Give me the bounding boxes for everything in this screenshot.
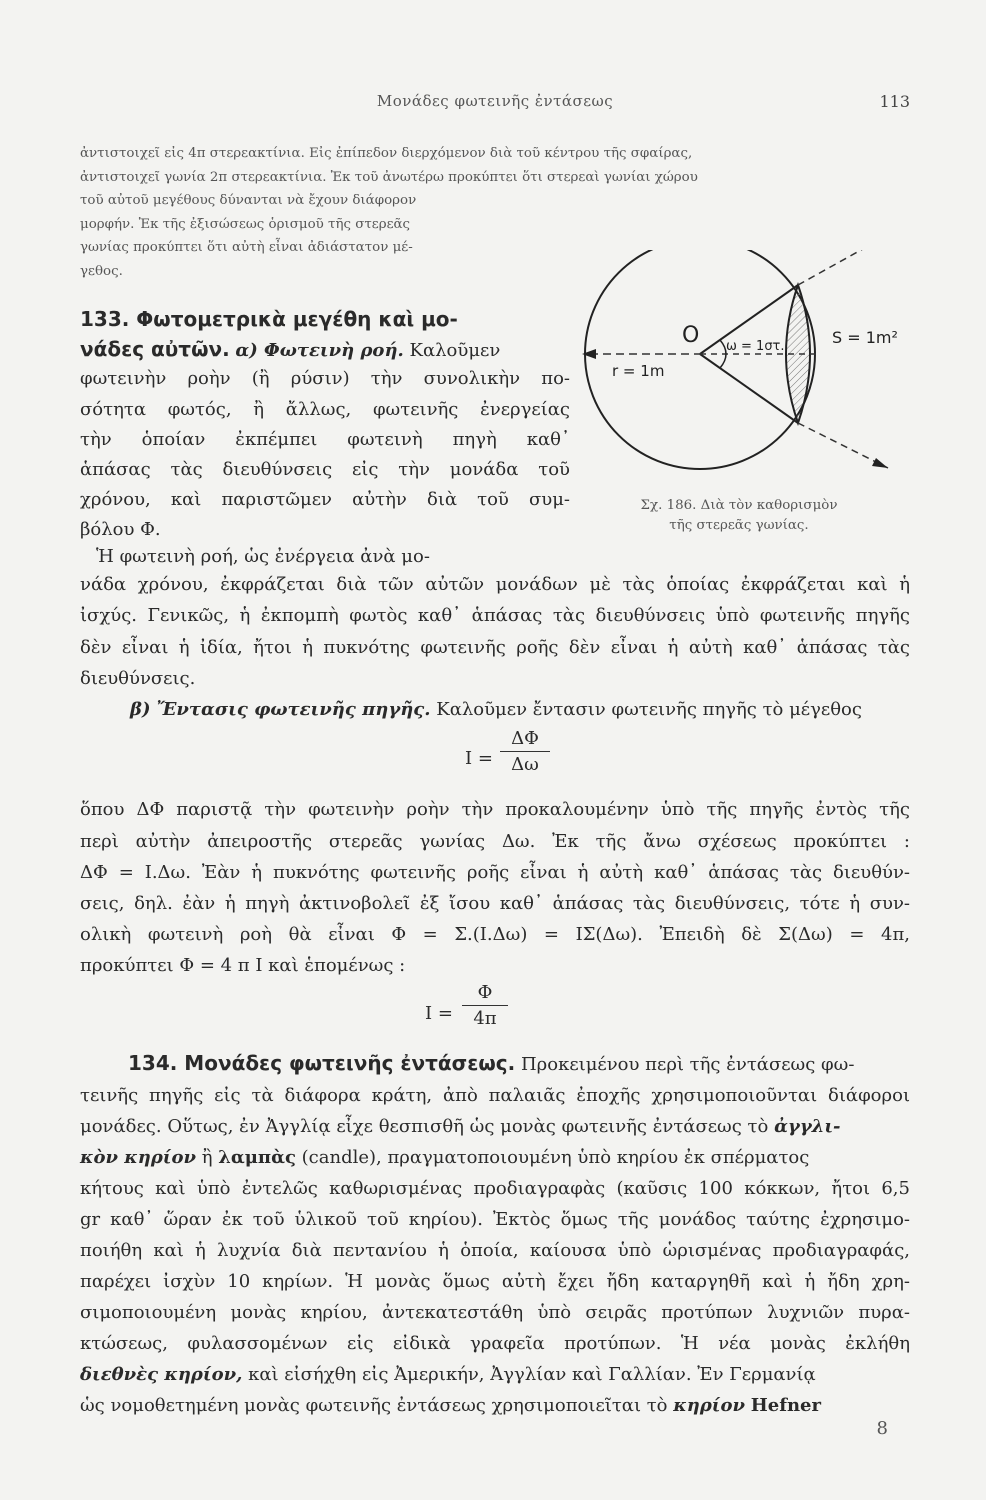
text-fragment: καὶ εἰσήχθη εἰς Ἀμερικήν, Ἀγγλίαν καὶ Γαλλίαν. Ἐν Γερμανίᾳ: [248, 1364, 816, 1385]
area-label: S = 1m²: [832, 328, 898, 347]
sphere-circle: [585, 250, 815, 469]
running-title: Μονάδες φωτεινῆς ἐντάσεως: [376, 92, 614, 110]
arrow-head-icon: [872, 458, 888, 468]
text-fragment: μονάδες. Οὕτως, ἐν Ἀγγλίᾳ εἶχε θεσπισθῆ ὡς μονὰς φωτεινῆς ἐντάσεως τὸ: [80, 1116, 769, 1137]
subsection-a-lead: Καλοῦμεν: [409, 340, 501, 361]
section-133-heading-line2: [80, 336, 500, 364]
text-line: χρόνου, καὶ παριστῶμεν αὐτὴν διὰ τοῦ συμ-: [80, 489, 570, 510]
formula-2-fraction: [462, 982, 508, 1029]
text-line: gr καθ᾿ ὥραν ἐκ τοῦ ὑλικοῦ τοῦ κηρίου). Ἐκτὸς ὅμως τῆς μονάδος ταύτης ἐχρησιμο-: [80, 1209, 910, 1230]
running-header: [80, 92, 910, 116]
text-line: [80, 1362, 910, 1388]
text-line: σεις, δηλ. ἐὰν ἡ πηγὴ ἀκτινοβολεῖ ἐξ ἴσου καθ᾿ ἁπάσας τὰς διευθύνσεις, τότε ἡ συν-: [80, 893, 910, 914]
center-label: O: [682, 323, 700, 348]
text-line: Ἡ φωτεινὴ ροή, ὡς ἐνέργεια ἀνὰ μο-: [96, 546, 430, 567]
figure-caption-2: τῆς στερεᾶς γωνίας.: [669, 518, 809, 533]
intro-line-4: μορφήν. Ἐκ τῆς ἐξισώσεως ὁρισμοῦ τῆς στερεᾶς: [80, 217, 411, 232]
cone-extension-upper: [798, 250, 888, 285]
formula-1-denominator: Δω: [511, 754, 539, 775]
section-133-heading: 133. Φωτομετρικὰ μεγέθη καὶ μο-: [80, 307, 458, 331]
formula-2-lhs: I =: [425, 1003, 453, 1024]
text-fragment: (candle), πραγματοποιουμένη ὑπὸ κηρίου ἐκ σπέρματος: [301, 1147, 810, 1168]
text-line: ὅπου ΔΦ παριστᾷ τὴν φωτεινὴν ροὴν τὴν προκαλουμένην ὑπὸ τῆς πηγῆς ἐντὸς τῆς: [80, 799, 910, 820]
radius-label: r = 1m: [612, 362, 665, 380]
text-line: [80, 1393, 910, 1419]
figure-caption-1: Σχ. 186. Διὰ τὸν καθορισμὸν: [640, 498, 838, 513]
text-line: περὶ αὐτὴν ἀπειροστῆς στερεᾶς γωνίας Δω. Ἐκ τῆς ἄνω σχέσεως προκύπτει :: [80, 831, 910, 852]
formula-2-denominator: 4π: [473, 1008, 497, 1029]
term-english-candle: ἀγγλι-: [774, 1116, 841, 1137]
text-line: δὲν εἶναι ἡ ἰδία, ἤτοι ἡ πυκνότης φωτεινῆς ροῆς δὲν εἶναι ἡ αὐτὴ καθ᾿ ἁπάσας τὰς: [80, 637, 910, 658]
formula-2-numerator: Φ: [477, 982, 493, 1003]
text-line: προκύπτει Φ = 4 π I καὶ ἑπομένως :: [80, 955, 406, 976]
intro-line-2: ἀντιστοιχεῖ γωνία 2π στερεακτίνια. Ἐκ τοῦ ἀνωτέρω προκύπτει ὅτι στερεαὶ γωνίαι χώρου: [80, 170, 698, 185]
text-line: νάδα χρόνου, ἐκφράζεται διὰ τῶν αὐτῶν μονάδων μὲ τὰς ὁποίας ἐκφράζεται καὶ ἡ: [80, 574, 910, 595]
text-line: τὴν ὁποίαν ἐκπέμπει φωτεινὴ πηγὴ καθ᾿: [80, 429, 570, 450]
text-line: ολικὴ φωτεινὴ ροὴ θὰ εἶναι Φ = Σ.(I.Δω) = IΣ(Δω). Ἐπειδὴ δὲ Σ(Δω) = 4π,: [80, 924, 910, 945]
intro-line-1: ἀντιστοιχεῖ εἰς 4π στερεακτίνια. Εἰς ἐπίπεδον διερχόμενον διὰ τοῦ κέντρου τῆς σφαίρας,: [80, 146, 693, 161]
formula-1-lhs: I =: [465, 748, 493, 769]
intro-line-3: τοῦ αὐτοῦ μεγέθους δύνανται νὰ ἔχουν διάφορον: [80, 193, 417, 208]
term-hefner-candle: κηρίον: [673, 1395, 746, 1416]
text-fragment: ὡς νομοθετημένη μονὰς φωτεινῆς ἐντάσεως χρησιμοποιεῖται τὸ: [80, 1395, 668, 1416]
section-134-heading-line: [128, 1050, 854, 1078]
text-line: [80, 1145, 809, 1171]
text-line: φωτεινὴν ροὴν (ἢ ρύσιν) τὴν συνολικὴν πο-: [80, 368, 570, 389]
cone-edge-lower: [700, 354, 798, 423]
text-line: παρέχει ἰσχὺν 10 κηρίων. Ἡ μονὰς ὅμως αὐτὴ ἔχει ἤδη καταργηθῆ καὶ ἡ ἤδη χρη-: [80, 1271, 910, 1292]
text-line: ποιήθη καὶ ἡ λυχνία διὰ πεντανίου ἡ ὁποία, καίουσα ὑπὸ ὡρισμένας προδιαγραφάς,: [80, 1240, 910, 1261]
term-hefner-name: Hefner: [750, 1395, 821, 1416]
text-line: ΔΦ = I.Δω. Ἐὰν ἡ πυκνότης φωτεινῆς ροῆς εἶναι ἡ αὐτὴ καθ᾿ ἁπάσας τὰς διευθύν-: [80, 862, 910, 883]
section-134-lead: Προκειμένου περὶ τῆς ἐντάσεως φω-: [520, 1054, 855, 1075]
section-134-heading: 134. Μονάδες φωτεινῆς ἐντάσεως.: [128, 1051, 516, 1075]
text-line: διευθύνσεις.: [80, 668, 196, 689]
text-line: βόλου Φ.: [80, 519, 161, 540]
formula-1-numerator: ΔΦ: [511, 728, 539, 749]
fraction-bar: [500, 751, 550, 752]
text-line: ἰσχύς. Γενικῶς, ἡ ἐκπομπὴ φωτὸς καθ᾿ ἁπάσας τὰς διευθύνσεις ὑπὸ φωτεινῆς πηγῆς: [80, 605, 910, 626]
text-line: κτώσεως, φυλασσομένων εἰς εἰδικὰ γραφεῖα προτύπων. Ἡ νέα μονὰς ἐκλήθη: [80, 1333, 910, 1354]
text-line: [80, 1114, 910, 1140]
text-line: σότητα φωτός, ἢ ἄλλως, φωτεινῆς ἐνεργείας: [80, 399, 570, 420]
subsection-b: [130, 697, 862, 723]
formula-1-fraction: [500, 728, 550, 775]
intro-line-6: γεθος.: [80, 264, 123, 279]
term-international-candle: διεθνὲς κηρίον,: [80, 1364, 243, 1385]
term-lampas: λαμπὰς: [218, 1147, 296, 1168]
signature-mark: 8: [876, 1418, 888, 1439]
text-line: κήτους καὶ ὑπὸ ἐντελῶς καθωρισμένας προδιαγραφὰς (καῦσις 100 κόκκων, ἤτοι 6,5: [80, 1178, 910, 1199]
text-line: σιμοποιουμένη μονὰς κηρίου, ἀντεκατεστάθη ὑπὸ σειρᾶς προτύπων λυχνιῶν πυρα-: [80, 1302, 910, 1323]
text-line: ἁπάσας τὰς διευθύνσεις εἰς τὴν μονάδα τοῦ: [80, 459, 570, 480]
page-number: 113: [879, 92, 910, 111]
text-line: τεινῆς πηγῆς εἰς τὰ διάφορα κράτη, ἀπὸ παλαιᾶς ἐποχῆς χρησιμοποιοῦνται διάφοροι: [80, 1085, 910, 1106]
solid-angle-figure: [560, 250, 900, 490]
subsection-b-title: β) Ἔντασις φωτεινῆς πηγῆς.: [130, 699, 431, 720]
text-fragment: ἢ: [201, 1147, 213, 1168]
intro-line-5: γωνίας προκύπτει ὅτι αὐτὴ εἶναι ἀδιάστατον μέ-: [80, 240, 413, 255]
fraction-bar: [462, 1005, 508, 1006]
angle-label: ω = 1στ.: [726, 339, 785, 354]
term-english-candle-cont: κὸν κηρίον: [80, 1147, 197, 1168]
subsection-a-title: α) Φωτεινὴ ροή.: [235, 340, 404, 361]
subsection-b-lead: Καλοῦμεν ἔντασιν φωτεινῆς πηγῆς τὸ μέγεθος: [436, 699, 862, 720]
section-133-heading-cont: νάδες αὐτῶν.: [80, 337, 230, 361]
